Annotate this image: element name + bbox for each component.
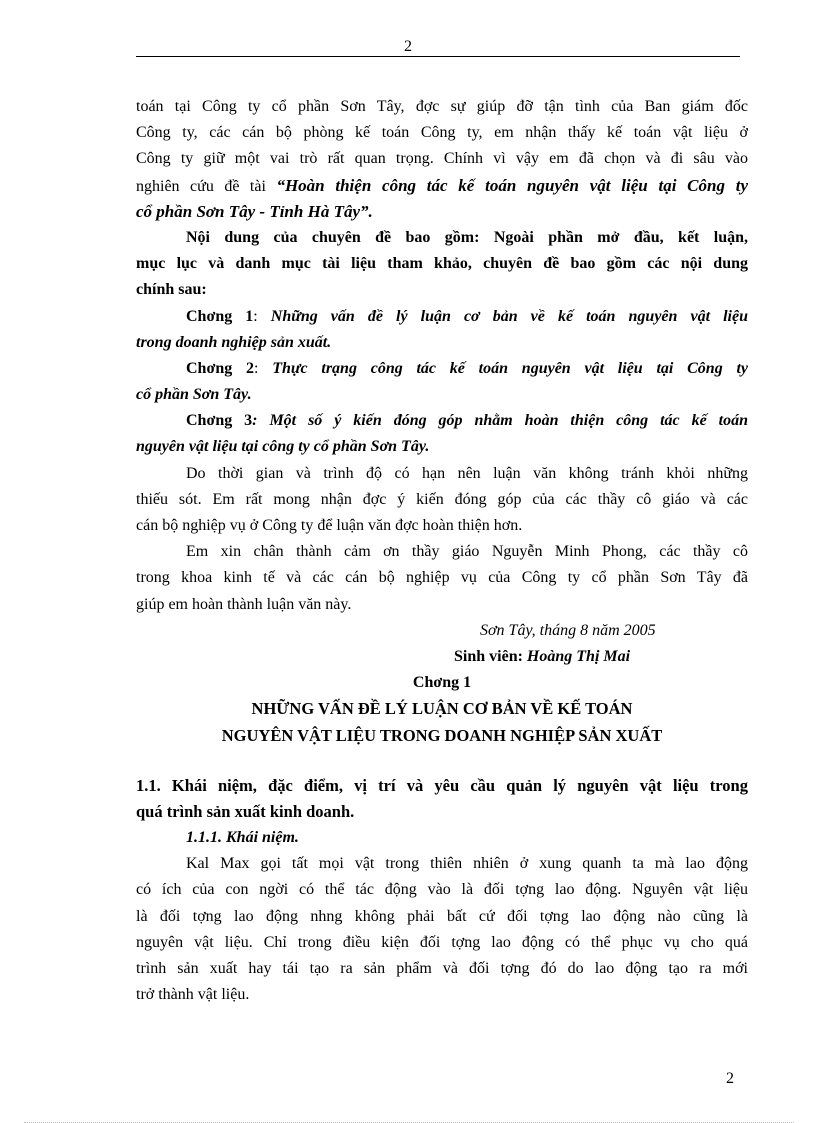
text-line: trong khoa kinh tế và các cán bộ nghiệp vụ của Công ty cổ phần Sơn Tây đã	[136, 569, 748, 587]
chapter-title: Những vấn đề lý luận cơ bản về kế toán nguyên vật liệu	[270, 307, 748, 325]
spacer	[136, 749, 748, 773]
chapter-sep: :	[253, 307, 271, 325]
signature-place-date: Sơn Tây, tháng 8 năm 2005	[480, 621, 656, 639]
text-line: Do thời gian và trình độ có hạn nên luận văn không tránh khỏi những	[186, 464, 748, 482]
chapter-title: Thực trạng công tác kế toán nguyên vật liệu tại Công ty	[272, 359, 748, 377]
chapter-label: Chơng 2	[186, 359, 254, 377]
text-line: là đối tợng lao động nhng không phải bất cứ đối tợng lao động nào cũng là	[136, 907, 748, 925]
text-line: trình sản xuất hay tái tạo ra sản phẩm và đối tợng đó do lao động tạo ra mới	[136, 960, 748, 977]
chapter-item-2	[136, 356, 748, 382]
document-body	[136, 94, 748, 1008]
text-line: Kal Max gọi tất mọi vật trong thiên nhiên ở xung quanh ta mà lao động	[186, 855, 748, 873]
text-line: toán tại Công ty cổ phần Sơn Tây, đợc sự giúp đỡ tận tình của Ban giám đốc	[136, 98, 748, 115]
chapter-sep: :	[254, 359, 273, 377]
thesis-title: “Hoàn thiện công tác kế toán nguyên vật liệu tại Công ty	[276, 175, 748, 195]
text-line: có ích của con ngời có thể tác động vào là đối tợng lao động. Nguyên vật liệu	[136, 881, 748, 899]
header-rule	[136, 56, 740, 57]
chapter-sep: :	[252, 412, 270, 430]
text-line: Công ty, các cán bộ phòng kế toán Công ty, em nhận thấy kế toán vật liệu ở	[136, 124, 748, 142]
chapter-title: Một số ý kiến đóng góp nhằm hoàn thiện công tác kế toán	[269, 412, 748, 430]
chapter-heading: Chơng 1	[412, 674, 472, 692]
text-line: giúp em hoàn thành luận văn này.	[136, 595, 352, 613]
text-line: mục lục và danh mục tài liệu tham khảo, chuyên đề bao gồm các nội dung	[136, 255, 748, 273]
text-line: trở thành vật liệu.	[136, 986, 250, 1004]
text-line	[136, 173, 748, 199]
text-line: Em xin chân thành cảm ơn thầy giáo Nguyễn Minh Phong, các thầy cô	[186, 543, 748, 561]
chapter-title-continued: trong doanh nghiệp sản xuất.	[136, 333, 332, 351]
subsection-heading-1-1-1: 1.1.1. Khái niệm.	[186, 829, 299, 847]
student-name: Hoàng Thị Mai	[526, 647, 631, 665]
signature-block	[136, 618, 748, 670]
header-page-number: 2	[404, 38, 412, 55]
signature-student	[136, 644, 748, 670]
chapter-label: Chơng 1	[186, 307, 254, 325]
chapter-title-line-2: NGUYÊN VẬT LIỆU TRONG DOANH NGHIỆP SẢN XUẤT	[221, 725, 663, 745]
section-heading-line: 1.1. Khái niệm, đặc điểm, vị trí và yêu cầu quản lý nguyên vật liệu trong	[136, 775, 748, 795]
chapter-title-continued: cổ phần Sơn Tây.	[136, 386, 252, 404]
text-line: nguyên vật liệu. Chỉ trong điều kiện đối tợng lao động có thể phục vụ cho quá	[136, 933, 748, 951]
chapter-title-line-1: NHỮNG VẤN ĐỀ LÝ LUẬN CƠ BẢN VỀ KẾ TOÁN	[251, 699, 633, 719]
section-heading-line: quá trình sản xuất kinh doanh.	[136, 801, 355, 821]
chapter-item-1	[136, 304, 748, 330]
chapter-list	[136, 304, 748, 461]
section-heading-1-1	[136, 773, 748, 825]
text-line: cán bộ nghiệp vụ ở Công ty để luận văn đợc hoàn thiện hơn.	[136, 517, 523, 534]
text-line: chính sau:	[136, 281, 207, 299]
text-line: thiếu sót. Em rất mong nhận đợc ý kiến đóng góp của các thầy cô giáo và các	[136, 490, 748, 508]
text-line: Nội dung của chuyên đề bao gồm: Ngoài phần mở đầu, kết luận,	[186, 228, 748, 246]
student-label: Sinh viên:	[454, 647, 527, 665]
footer-page-number: 2	[726, 1070, 734, 1087]
chapter-title-continued: nguyên vật liệu tại công ty cổ phần Sơn Tây.	[136, 438, 430, 456]
text-line: Công ty giữ một vai trò rất quan trọng. Chính vì vậy em đã chọn và đi sâu vào	[136, 150, 748, 168]
thesis-title-continued: cổ phần Sơn Tây - Tỉnh Hà Tây”.	[136, 201, 373, 221]
text-span: nghiên cứu đề tài	[136, 177, 277, 195]
chapter-item-3	[136, 408, 748, 434]
chapter-label: Chơng 3	[186, 412, 253, 430]
